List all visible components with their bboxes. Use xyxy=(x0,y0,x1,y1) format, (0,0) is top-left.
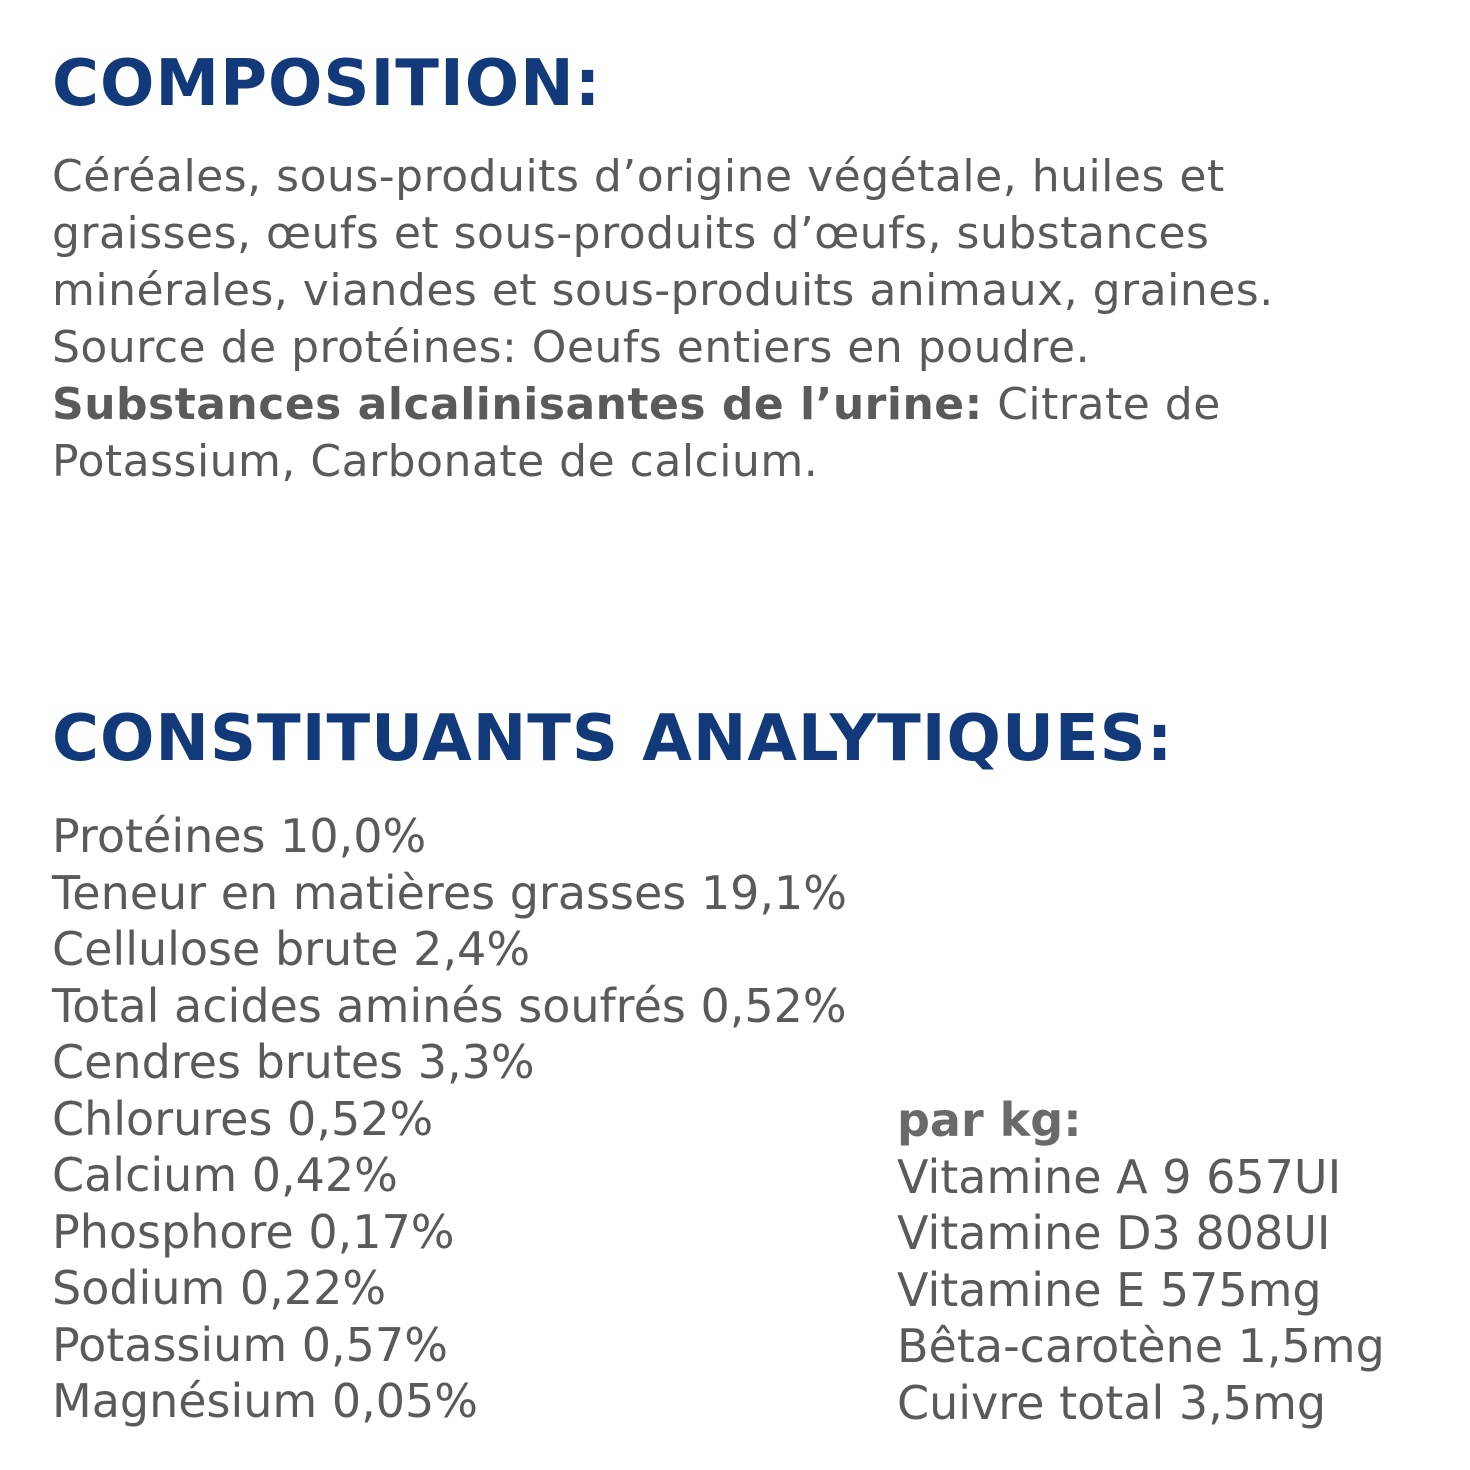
composition-heading: COMPOSITION: xyxy=(52,47,602,121)
analytical-item: Sodium 0,22% xyxy=(52,1261,387,1315)
analytical-item: Magnésium 0,05% xyxy=(52,1374,478,1428)
per-kg-heading: par kg: xyxy=(897,1093,1082,1147)
per-kg-block xyxy=(897,1092,1385,1431)
alkalinizing-value-continued: Potassium, Carbonate de calcium. xyxy=(52,436,819,487)
per-kg-item: Bêta-carotène 1,5mg xyxy=(897,1319,1385,1373)
composition-line: graisses, œufs et sous-produits d’œufs, substances xyxy=(52,208,1210,259)
analytical-item: Calcium 0,42% xyxy=(52,1148,398,1202)
composition-text xyxy=(52,148,1452,490)
per-kg-item: Vitamine D3 808UI xyxy=(897,1206,1331,1260)
analytical-item: Cellulose brute 2,4% xyxy=(52,922,531,976)
analytical-list xyxy=(52,808,847,1430)
alkalinizing-label: Substances alcalinisantes de l’urine: xyxy=(52,379,983,430)
analytical-item: Protéines 10,0% xyxy=(52,809,427,863)
alkalinizing-line xyxy=(52,376,1452,433)
analytical-heading: CONSTITUANTS ANALYTIQUES: xyxy=(52,702,1174,776)
per-kg-item: Vitamine A 9 657UI xyxy=(897,1149,1342,1204)
alkalinizing-value: Citrate de xyxy=(982,379,1221,430)
composition-line: minérales, viandes et sous-produits animaux, graines. xyxy=(52,265,1274,316)
analytical-item: Cendres brutes 3,3% xyxy=(52,1035,535,1089)
per-kg-item: Cuivre total 3,5mg xyxy=(897,1375,1327,1430)
analytical-item: Teneur en matières grasses 19,1% xyxy=(52,865,847,920)
per-kg-item: Vitamine E 575mg xyxy=(897,1262,1322,1317)
analytical-item: Potassium 0,57% xyxy=(52,1317,448,1372)
per-kg-list xyxy=(897,1149,1385,1432)
composition-line: Céréales, sous-produits d’origine végétale, huiles et xyxy=(52,151,1225,202)
analytical-item: Phosphore 0,17% xyxy=(52,1204,455,1259)
composition-line: Source de protéines: Oeufs entiers en poudre. xyxy=(52,322,1091,373)
analytical-item: Chlorures 0,52% xyxy=(52,1091,434,1146)
analytical-item: Total acides aminés soufrés 0,52% xyxy=(52,978,847,1033)
